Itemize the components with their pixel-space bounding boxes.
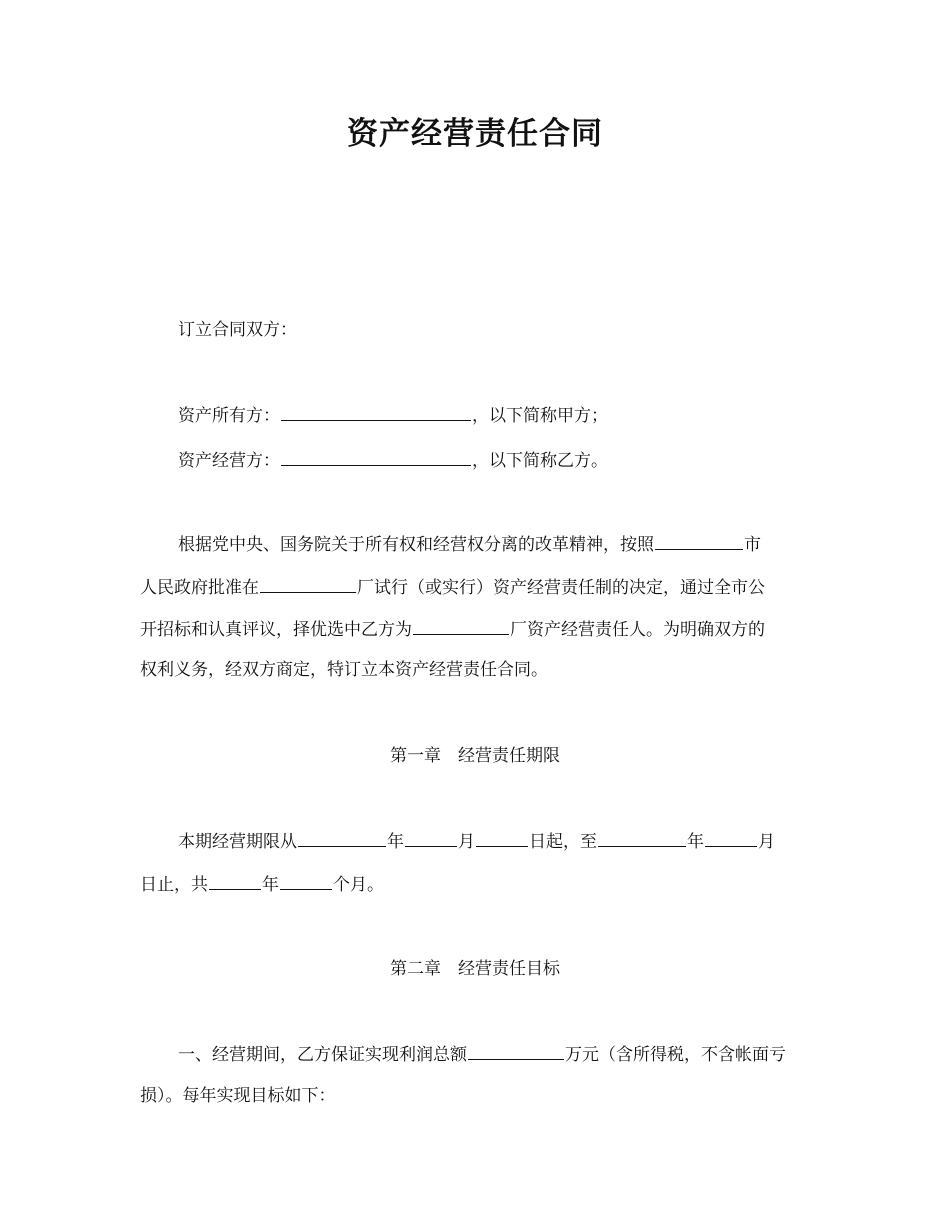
target-text: 一、经营期间，乙方保证实现利润总额 xyxy=(178,1045,467,1065)
owner-suffix: ，以下简称甲方； xyxy=(472,406,608,426)
target-text: 万元（含所得税，不含帐面亏 xyxy=(565,1045,786,1065)
operator-label: 资产经营方： xyxy=(178,451,280,471)
chapter-2-heading: 第二章 经营责任目标 xyxy=(390,959,560,979)
start-day-blank[interactable] xyxy=(476,828,528,847)
document-title: 资产经营责任合同 xyxy=(347,116,603,152)
chapter-1-heading: 第一章 经营责任期限 xyxy=(390,746,560,766)
term-line-2 xyxy=(140,871,820,898)
factory-blank-2[interactable] xyxy=(413,616,509,635)
target-line-2: 损）。每年实现目标如下： xyxy=(140,1086,336,1106)
owner-blank[interactable] xyxy=(281,402,471,421)
factory-blank[interactable] xyxy=(260,574,356,593)
preamble-text: 厂试行（或实行）资产经营责任制的决定，通过全市公 xyxy=(357,578,765,598)
owner-line xyxy=(178,402,818,429)
preamble-text: 市 xyxy=(744,535,761,555)
operator-line xyxy=(178,447,818,474)
term-text: 年 xyxy=(262,875,279,895)
term-text: 年 xyxy=(687,832,704,852)
end-year-blank[interactable] xyxy=(598,828,686,847)
preamble-line-1 xyxy=(178,531,818,558)
end-month-blank[interactable] xyxy=(705,828,757,847)
start-year-blank[interactable] xyxy=(298,828,386,847)
operator-suffix: ，以下简称乙方。 xyxy=(472,451,608,471)
preamble-text: 人民政府批准在 xyxy=(140,578,259,598)
preamble-text: 开招标和认真评议，择优选中乙方为 xyxy=(140,620,412,640)
term-text: 年 xyxy=(387,832,404,852)
operator-blank[interactable] xyxy=(281,447,471,466)
preamble-line-4: 权利义务，经双方商定，特订立本资产经营责任合同。 xyxy=(140,660,548,680)
preamble-line-2 xyxy=(140,574,820,601)
target-line-1 xyxy=(178,1041,818,1068)
parties-heading: 订立合同双方： xyxy=(178,320,297,340)
term-text: 月 xyxy=(458,832,475,852)
preamble-text: 根据党中央、国务院关于所有权和经营权分离的改革精神，按照 xyxy=(178,535,654,555)
total-years-blank[interactable] xyxy=(209,871,261,890)
term-text: 日止，共 xyxy=(140,875,208,895)
preamble-line-3 xyxy=(140,616,820,643)
owner-label: 资产所有方： xyxy=(178,406,280,426)
total-months-blank[interactable] xyxy=(280,871,332,890)
term-text: 本期经营期限从 xyxy=(178,832,297,852)
preamble-text: 厂资产经营责任人。为明确双方的 xyxy=(510,620,765,640)
term-text: 日起，至 xyxy=(529,832,597,852)
term-line-1 xyxy=(178,828,818,855)
profit-blank[interactable] xyxy=(468,1041,564,1060)
term-text: 个月。 xyxy=(333,875,384,895)
city-blank[interactable] xyxy=(655,531,743,550)
term-text: 月 xyxy=(758,832,775,852)
start-month-blank[interactable] xyxy=(405,828,457,847)
